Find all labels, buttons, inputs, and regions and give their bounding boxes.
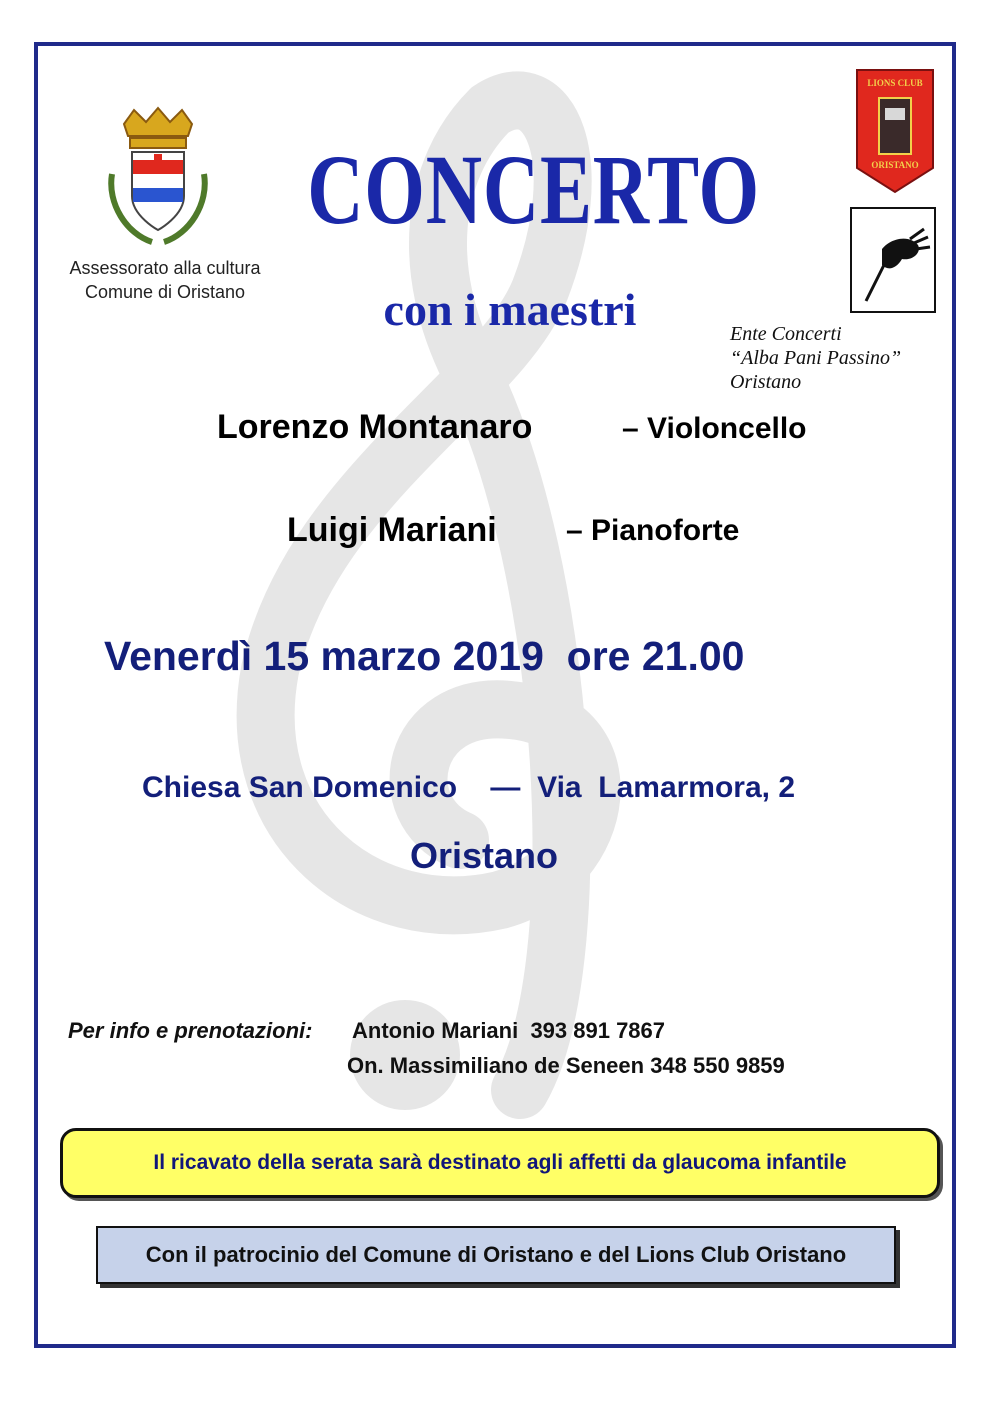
- oristano-crest-logo: [102, 104, 214, 246]
- patronage-box: [96, 1226, 896, 1284]
- conductor-hand-icon: [852, 209, 934, 311]
- poster-subtitle: con i maestri: [383, 284, 637, 335]
- info-label: Per info e prenotazioni:: [68, 1018, 313, 1043]
- event-venue: Chiesa San Domenico — Via Lamarmora, 2: [142, 771, 796, 804]
- ente-line3: Oristano: [730, 371, 802, 393]
- assessorato-caption: [40, 256, 290, 304]
- assessorato-line2: Comune di Oristano: [84, 282, 246, 302]
- lions-bottom-label: ORISTANO: [871, 160, 919, 170]
- lions-club-logo: [855, 68, 935, 194]
- lions-top-label: LIONS CLUB: [867, 78, 923, 88]
- ente-concerti-caption: [730, 322, 960, 394]
- contact-1: Antonio Mariani 393 891 7867: [352, 1018, 666, 1043]
- performer-1-name: Lorenzo Montanaro: [217, 408, 533, 446]
- performer-2-name: Luigi Mariani: [287, 511, 497, 549]
- ente-line1: Ente Concerti: [730, 323, 842, 345]
- poster-title: CONCERTO: [307, 134, 761, 245]
- event-date-time: Venerdì 15 marzo 2019 ore 21.00: [104, 633, 745, 679]
- performer-2-instrument: – Pianoforte: [566, 514, 740, 547]
- assessorato-line1: Assessorato alla cultura: [69, 258, 261, 278]
- ente-line2: “Alba Pani Passino”: [730, 347, 902, 369]
- performer-1-instrument: – Violoncello: [622, 412, 807, 445]
- charity-notice-box: [60, 1128, 940, 1198]
- event-city: Oristano: [410, 835, 559, 876]
- contact-2: On. Massimiliano de Seneen 348 550 9859: [347, 1053, 785, 1078]
- patronage-text: Con il patrocinio del Comune di Oristano e del Lions Club Oristano: [145, 1242, 847, 1267]
- ente-concerti-logo: [850, 207, 936, 313]
- charity-notice-text: Il ricavato della serata sarà destinato agli affetti da glaucoma infantile: [153, 1151, 847, 1174]
